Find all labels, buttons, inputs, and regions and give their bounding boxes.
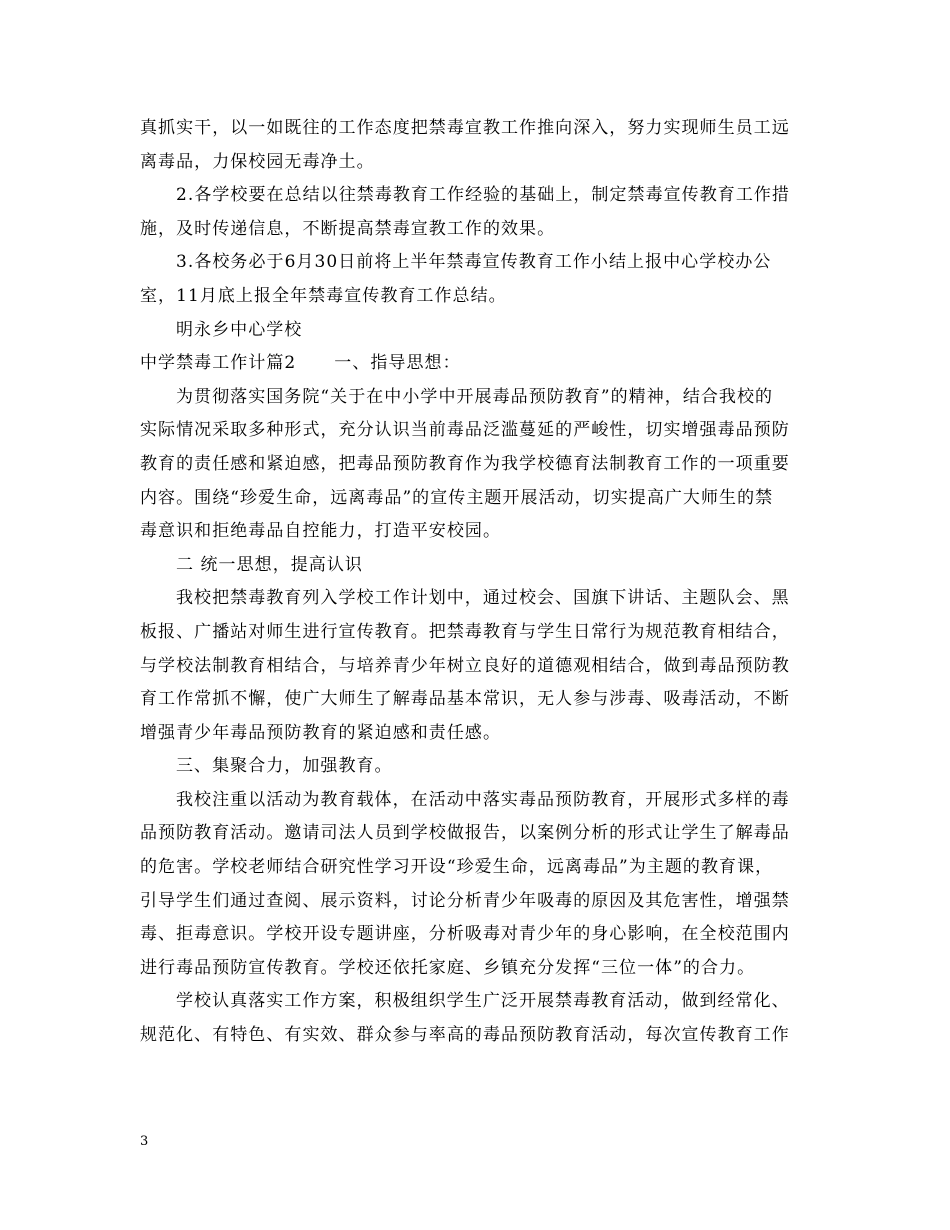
text-line <box>140 146 815 180</box>
text-line-content: 毒、拒毒意识。学校开设专题讲座，分析吸毒对青少年的身心影响，在全校范围内 <box>140 924 790 945</box>
text-line <box>140 885 815 919</box>
text-line-content: 我校把禁毒教育列入学校工作计划中，通过校会、国旗下讲话、主题队会、黑 <box>176 588 790 609</box>
text-line-content: 中学禁毒工作计篇2 <box>140 353 297 374</box>
text-line <box>140 952 815 986</box>
text-line-content: 育工作常抓不懈，使广大师生了解毒品基本常识，无人参与涉毒、吸毒活动，不断 <box>140 689 790 710</box>
text-line-content: 2.各学校要在总结以往禁毒教育工作经验的基础上，制定禁毒宣传教育工作措 <box>176 185 790 206</box>
text-line <box>140 246 815 280</box>
text-line-content: 进行毒品预防宣传教育。学校还依托家庭、乡镇充分发挥“三位一体”的合力。 <box>140 957 756 978</box>
text-line <box>140 650 815 684</box>
text-line <box>140 280 815 314</box>
text-line <box>140 482 815 516</box>
text-line-content: 施，及时传递信息，不断提高禁毒宣教工作的效果。 <box>140 218 556 239</box>
text-line-content: 二 统一思想，提高认识 <box>176 554 363 575</box>
text-line-content: 我校注重以活动为教育载体，在活动中落实毒品预防教育，开展形式多样的毒 <box>176 789 790 810</box>
text-line <box>140 515 815 549</box>
text-line <box>140 851 815 885</box>
text-line-content: 引导学生们通过查阅、展示资料，讨论分析青少年吸毒的原因及其危害性，增强禁 <box>140 890 790 911</box>
text-line <box>140 717 815 751</box>
text-line-content: 与学校法制教育相结合，与培养青少年树立良好的道德观相结合，做到毒品预防教 <box>140 655 790 676</box>
text-line-content: 3.各校务必于6月30日前将上半年禁毒宣传教育工作小结上报中心学校办公 <box>176 252 772 273</box>
text-line-content: 品预防教育活动。邀请司法人员到学校做报告，以案例分析的形式让学生了解毒品 <box>140 823 790 844</box>
text-line-content: 增强青少年毒品预防教育的紧迫感和责任感。 <box>140 722 501 743</box>
text-line-content: 真抓实干，以一如既往的工作态度把禁毒宣教工作推向深入，努力实现师生员工远 <box>140 118 790 138</box>
text-line-content: 学校认真落实工作方案，积极组织学生广泛开展禁毒教育活动，做到经常化、 <box>176 991 790 1012</box>
text-line-content: 离毒品，力保校园无毒净土。 <box>140 151 375 172</box>
text-line <box>140 817 815 851</box>
text-line <box>140 549 815 583</box>
text-line-content: 教育的责任感和紧迫感，把毒品预防教育作为我学校德育法制教育工作的一项重要 <box>140 453 790 474</box>
text-line-content: 实际情况采取多种形式，充分认识当前毒品泛滥蔓延的严峻性，切实增强毒品预防 <box>140 420 790 441</box>
text-line <box>140 448 815 482</box>
text-line <box>140 683 815 717</box>
text-line-content: 板报、广播站对师生进行宣传教育。把禁毒教育与学生日常行为规范教育相结合， <box>140 621 790 642</box>
text-line <box>140 582 815 616</box>
section-heading: 一、指导思想： <box>334 353 461 374</box>
text-line <box>140 918 815 952</box>
text-line <box>140 616 815 650</box>
text-line <box>140 347 815 381</box>
text-line-content: 室，11月底上报全年禁毒宣传教育工作总结。 <box>140 285 507 306</box>
text-line <box>140 314 815 348</box>
text-line <box>140 1019 815 1053</box>
page-number: 3 <box>140 1134 149 1149</box>
text-line-content: 三、集聚合力，加强教育。 <box>176 756 393 777</box>
document-body <box>140 112 815 1053</box>
text-line-content: 毒意识和拒绝毒品自控能力，打造平安校园。 <box>140 521 501 542</box>
text-line <box>140 750 815 784</box>
text-line <box>140 213 815 247</box>
text-line <box>140 179 815 213</box>
text-line-content: 内容。围绕“珍爱生命，远离毒品”的宣传主题开展活动，切实提高广大师生的禁 <box>140 487 774 508</box>
text-line <box>140 414 815 448</box>
text-line <box>140 381 815 415</box>
text-line <box>140 784 815 818</box>
text-line <box>140 112 815 146</box>
text-line-content: 规范化、有特色、有实效、群众参与率高的毒品预防教育活动，每次宣传教育工作 <box>140 1025 790 1046</box>
text-line <box>140 985 815 1019</box>
text-line-content: 明永乡中心学校 <box>176 319 303 340</box>
text-line-content: 的危害。学校老师结合研究性学习开设“珍爱生命，远离毒品”为主题的教育课， <box>140 857 774 878</box>
text-line-content: 为贯彻落实国务院“关于在中小学中开展毒品预防教育”的精神，结合我校的 <box>176 386 774 407</box>
